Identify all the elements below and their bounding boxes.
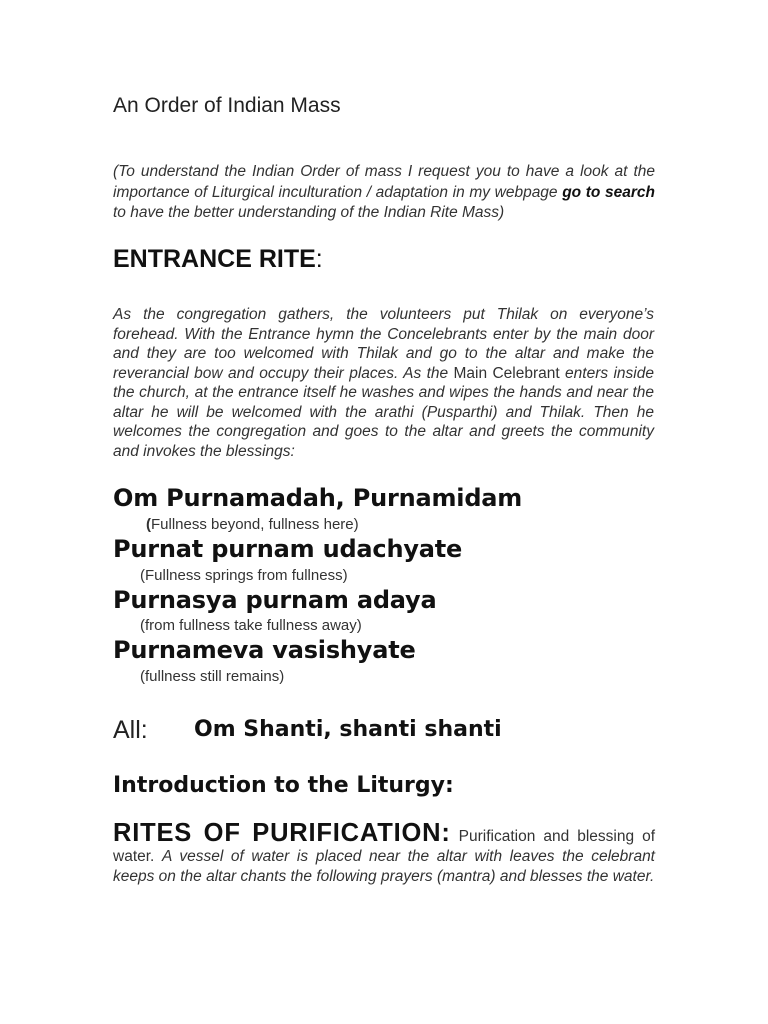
- entrance-heading-colon: :: [315, 245, 323, 273]
- intro-text-1: (To understand the Indian Order of mass I request you to have a look at the importance of Liturgical inculturation / adaptation in my webpage: [113, 163, 655, 201]
- entrance-heading-text: ENTRANCE RITE: [113, 245, 316, 273]
- mantra-gloss-2: (Fullness springs from fullness): [140, 567, 348, 584]
- purification-lead: Purification and blessing of water.: [113, 828, 656, 865]
- intro-link-text: go to search: [562, 183, 655, 201]
- mantra-gloss-1-bracket: (: [146, 516, 151, 533]
- purification-body: A vessel of water is placed near the altar with leaves the celebrant keeps on the altar chants the following prayers (mantra) and blesses the water.: [113, 848, 655, 885]
- intro-paragraph: [113, 162, 655, 224]
- entrance-rite-heading: [113, 245, 323, 274]
- purification-heading: RITES OF PURIFICATION:: [113, 819, 451, 847]
- entrance-text-1: As the congregation gathers, the volunteers put Thilak on everyone’s forehead. With the Entrance hymn the Concelebrants enter by the main door and they are too welcomed with Thilak and go to the altar and make the reverancial bow and occupy their places. As the: [113, 306, 654, 382]
- mantra-gloss-4: (fullness still remains): [140, 668, 285, 685]
- document-title: An Order of Indian Mass: [113, 94, 341, 117]
- mantra-line-1: Om Purnamadah, Purnamidam: [113, 484, 523, 512]
- entrance-text-main-celebrant: Main Celebrant: [453, 364, 560, 382]
- mantra-gloss-1: [146, 516, 359, 533]
- mantra-gloss-1-text: Fullness beyond, fullness here): [151, 516, 359, 533]
- intro-text-2: to have the better understanding of the Indian Rite Mass): [113, 204, 505, 221]
- mantra-line-2: Purnat purnam udachyate: [113, 535, 463, 563]
- entrance-text-2: enters inside the church, at the entrance itself he washes and wipes the hands and near the altar he will be welcomed with the arathi (Pusparthi) and Thilak. Then he welcomes the congregation and goes to the altar and greets the community and invokes the blessings:: [113, 364, 654, 460]
- liturgy-heading: Introduction to the Liturgy:: [113, 773, 454, 798]
- response-text: Om Shanti, shanti shanti: [194, 717, 502, 742]
- mantra-line-3: Purnasya purnam adaya: [113, 586, 437, 614]
- purification-paragraph: [113, 819, 656, 887]
- mantra-gloss-3: (from fullness take fullness away): [140, 617, 362, 634]
- response-label: All:: [113, 716, 148, 744]
- mantra-line-4: Purnameva vasishyate: [113, 636, 416, 664]
- entrance-rite-paragraph: [113, 305, 654, 461]
